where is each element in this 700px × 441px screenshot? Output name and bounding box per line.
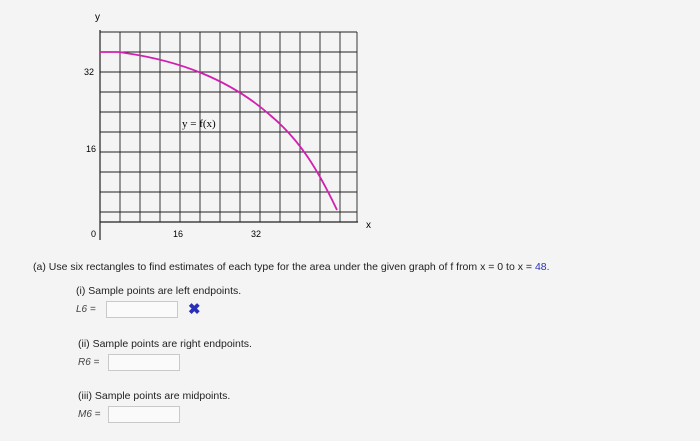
r6-label: R6 = bbox=[78, 357, 100, 368]
x-tick-32: 32 bbox=[251, 229, 262, 239]
x-tick-16: 16 bbox=[173, 229, 184, 239]
y-axis-label: y bbox=[95, 12, 100, 23]
l6-label: L6 = bbox=[76, 304, 96, 315]
curve-label: y = f(x) bbox=[182, 118, 216, 130]
item-iii-prompt: (iii) Sample points are midpoints. bbox=[78, 390, 231, 402]
y-tick-32: 32 bbox=[84, 67, 95, 77]
r6-input[interactable] bbox=[108, 354, 180, 371]
m6-label: M6 = bbox=[78, 409, 101, 420]
l6-input[interactable] bbox=[106, 301, 178, 318]
item-ii-answer-row bbox=[78, 354, 180, 371]
part-a-text: (a) Use six rectangles to find estimates of each type for the area under the given graph of f from x = 0 to x = bbox=[33, 261, 535, 273]
function-curve bbox=[100, 52, 337, 210]
graph-grid bbox=[100, 32, 357, 222]
y-tick-16: 16 bbox=[86, 144, 97, 154]
incorrect-x-icon: ✖ bbox=[188, 301, 201, 318]
item-i-prompt: (i) Sample points are left endpoints. bbox=[76, 285, 242, 297]
item-iii-answer-row bbox=[78, 406, 180, 423]
origin-label: 0 bbox=[91, 229, 97, 239]
part-a-instructions bbox=[33, 261, 550, 273]
part-a-upper-limit: 48. bbox=[534, 261, 550, 273]
item-i-answer-row bbox=[76, 301, 201, 318]
x-axis-label: x bbox=[366, 220, 371, 231]
m6-input[interactable] bbox=[108, 406, 180, 423]
item-ii-prompt: (ii) Sample points are right endpoints. bbox=[78, 338, 252, 350]
